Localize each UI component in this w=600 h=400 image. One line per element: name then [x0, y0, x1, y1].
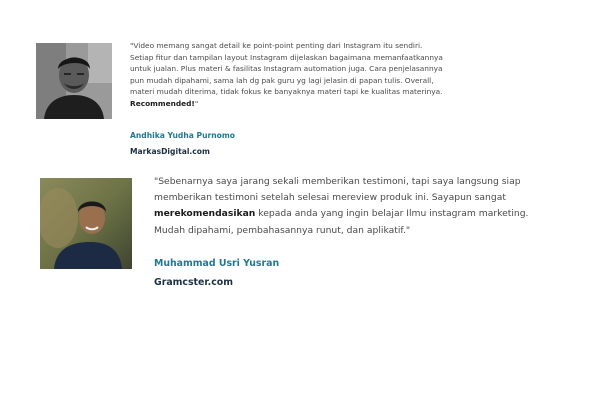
author-name: Muhammad Usri Yusran: [154, 258, 280, 269]
quote-highlight: merekomendasikan: [154, 208, 256, 220]
author-company: Gramcster.com: [154, 277, 234, 288]
testimonial-card: [36, 40, 446, 160]
author-company: MarkasDigital.com: [130, 147, 210, 156]
quote-text: "Sebenarnya saya jarang sekali memberikan testimoni, tapi saya langsung siap memberikan testimoni setelah selesai mereview produk ini. Sayapun sangat: [154, 176, 521, 204]
quote-text-end: kepada anda yang ingin belajar Ilmu instagram marketing. Mudah dipahami, pembahasannya runut, dan aplikatif.": [154, 208, 529, 236]
testimonial-card: [40, 174, 530, 294]
quote-text: "Video memang sangat detail ke point-point penting dari Instagram itu sendiri. Setiap fitur dan tampilan layout Instagram dijelaskan bagaimana memanfaatkannya untuk jualan. Plus materi & fasilitas Instagram automation juga. Cara penjelasannya pun mudah dipahami, sama lah dg pak guru yg lagi jelasin di papan tulis. Overall, materi mudah diterima, tidak fokus ke banyaknya materi tapi ke kualitas materinya.: [130, 41, 443, 97]
avatar: [40, 178, 132, 269]
avatar: [36, 43, 112, 119]
quote-text-end: ": [194, 98, 199, 108]
person-photo-icon: [40, 178, 132, 269]
author-name: Andhika Yudha Purnomo: [130, 131, 235, 140]
testimonial-quote: [154, 174, 530, 239]
testimonial-quote: [130, 40, 446, 110]
person-photo-icon: [36, 43, 112, 119]
quote-highlight: Recommended!: [130, 98, 195, 108]
